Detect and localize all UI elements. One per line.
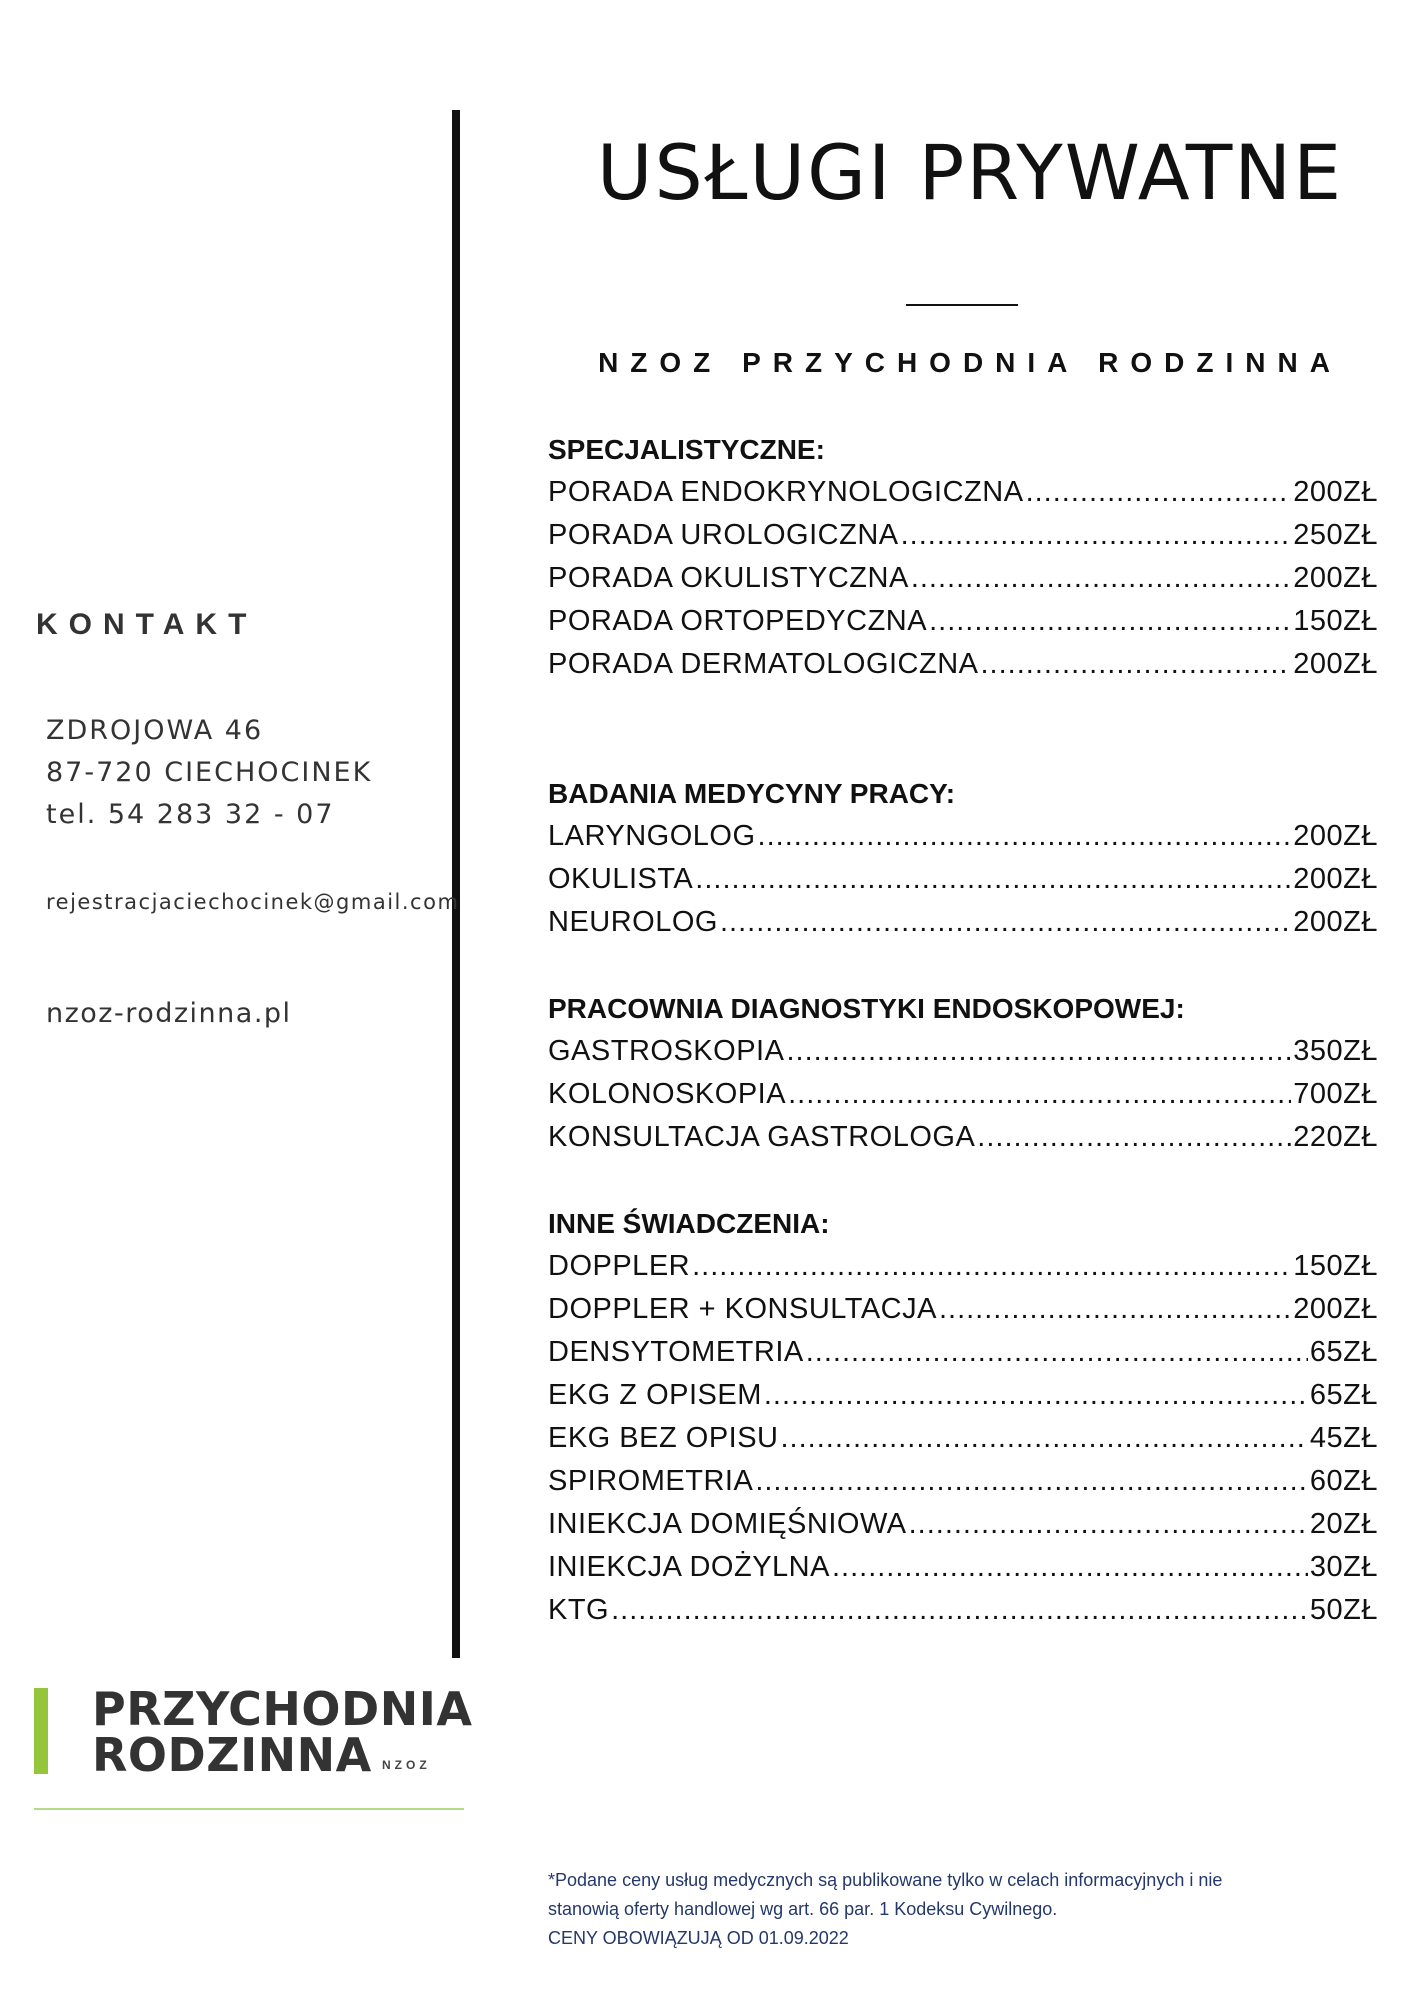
list-item [548,514,1378,557]
contact-website[interactable]: nzoz-rodzinna.pl [46,998,292,1029]
footnote-line: stanowią oferty handlowej wg art. 66 par. 1 Kodeksu Cywilnego. [548,1899,1058,1919]
address-city: 87-720 CIECHOCINEK [46,757,373,788]
service-name: KTG [548,1594,610,1626]
service-price: 200ZŁ [1293,648,1378,680]
list-item [548,1503,1378,1546]
list-item [548,1374,1378,1417]
service-price: 200ZŁ [1293,863,1378,895]
section-gap [548,1159,1378,1202]
service-price: 200ZŁ [1293,1293,1378,1325]
list-item [548,1460,1378,1503]
leader-dots [1026,471,1292,514]
leader-dots [911,557,1291,600]
section-endoskopia [548,987,1378,1159]
service-name: OKULISTA [548,863,694,895]
list-item [548,1030,1378,1073]
section-heading: PRACOWNIA DIAGNOSTYKI ENDOSKOPOWEJ: [548,993,1185,1024]
section-gap [548,944,1378,987]
service-price: 250ZŁ [1293,519,1378,551]
service-name: PORADA ENDOKRYNOLOGICZNA [548,476,1024,508]
service-name: SPIROMETRIA [548,1465,754,1497]
leader-dots [786,1030,1291,1073]
service-price: 65ZŁ [1309,1379,1378,1411]
service-price: 200ZŁ [1293,476,1378,508]
footnote-line: *Podane ceny usług medycznych są publikowane tylko w celach informacyjnych i nie [548,1870,1223,1890]
leader-dots [788,1073,1291,1116]
service-name: PORADA UROLOGICZNA [548,519,899,551]
service-price: 200ZŁ [1293,820,1378,852]
service-name: DOPPLER [548,1250,691,1282]
service-price: 30ZŁ [1309,1551,1378,1583]
list-item [548,1116,1378,1159]
page-title: USŁUGI PRYWATNE [596,128,1344,217]
address-street: ZDROJOWA 46 [46,715,264,746]
section-inne [548,1202,1378,1632]
list-item [548,1546,1378,1589]
list-item [548,600,1378,643]
service-name: INIEKCJA DOMIĘŚNIOWA [548,1508,907,1540]
section-gap [548,686,1378,772]
service-price: 200ZŁ [1293,906,1378,938]
service-price: 150ZŁ [1293,605,1378,637]
title-rule [906,304,1018,306]
service-name: DOPPLER + KONSULTACJA [548,1293,937,1325]
section-medycyna-pracy [548,772,1378,944]
service-name: INIEKCJA DOŻYLNA [548,1551,830,1583]
leader-dots [977,1116,1291,1159]
service-name: EKG Z OPISEM [548,1379,762,1411]
list-item [548,858,1378,901]
list-item [548,1331,1378,1374]
vertical-divider [452,110,460,1658]
leader-dots [909,1503,1308,1546]
section-specjalistyczne [548,428,1378,686]
list-item [548,815,1378,858]
section-heading: BADANIA MEDYCYNY PRACY: [548,778,956,809]
leader-dots [692,1245,1291,1288]
service-name: KOLONOSKOPIA [548,1078,787,1110]
logo-text-line2: RODZINNA [92,1728,372,1782]
list-item [548,1073,1378,1116]
service-price: 700ZŁ [1293,1078,1378,1110]
service-name: PORADA OKULISTYCZNA [548,562,909,594]
price-list [548,428,1378,1632]
list-item [548,557,1378,600]
leader-dots [929,600,1291,643]
leader-dots [981,643,1292,686]
service-price: 60ZŁ [1309,1465,1378,1497]
leader-dots [758,815,1292,858]
list-item [548,1245,1378,1288]
list-item [548,1589,1378,1632]
leader-dots [755,1460,1308,1503]
leader-dots [939,1288,1291,1331]
service-price: 200ZŁ [1293,562,1378,594]
service-name: EKG BEZ OPISU [548,1422,779,1454]
leader-dots [832,1546,1308,1589]
list-item [548,471,1378,514]
service-name: PORADA DERMATOLOGICZNA [548,648,979,680]
list-item [548,643,1378,686]
contact-address [46,710,372,836]
service-name: GASTROSKOPIA [548,1035,785,1067]
page-subtitle: NZOZ PRZYCHODNIA RODZINNA [598,347,1342,378]
service-price: 65ZŁ [1309,1336,1378,1368]
list-item [548,901,1378,944]
service-name: PORADA ORTOPEDYCZNA [548,605,928,637]
service-name: KONSULTACJA GASTROLOGA [548,1121,976,1153]
service-price: 350ZŁ [1293,1035,1378,1067]
contact-phone[interactable]: tel. 54 283 32 - 07 [46,799,335,830]
service-price: 45ZŁ [1309,1422,1378,1454]
logo-text-line1: PRZYCHODNIA [92,1682,473,1736]
service-price: 50ZŁ [1309,1594,1378,1626]
section-heading: SPECJALISTYCZNE: [548,434,825,465]
clinic-logo [34,1682,473,1782]
service-price: 150ZŁ [1293,1250,1378,1282]
service-price: 220ZŁ [1293,1121,1378,1153]
service-name: LARYNGOLOG [548,820,756,852]
section-heading: INNE ŚWIADCZENIA: [548,1208,830,1239]
contact-email[interactable]: rejestracjaciechocinek@gmail.com [46,890,460,914]
service-name: NEUROLOG [548,906,718,938]
leader-dots [695,858,1291,901]
list-item [548,1417,1378,1460]
leader-dots [806,1331,1308,1374]
list-item [548,1288,1378,1331]
service-name: DENSYTOMETRIA [548,1336,804,1368]
contact-heading: KONTAKT [36,608,258,641]
leader-dots [781,1417,1308,1460]
leader-dots [901,514,1292,557]
footnote [548,1866,1348,1953]
leader-dots [764,1374,1308,1417]
footnote-validity: CENY OBOWIĄZUJĄ OD 01.09.2022 [548,1928,849,1948]
logo-underline [34,1808,464,1810]
logo-accent-bar [34,1688,48,1774]
logo-subtext: NZOZ [382,1758,431,1772]
service-price: 20ZŁ [1309,1508,1378,1540]
leader-dots [720,901,1291,944]
leader-dots [611,1589,1308,1632]
